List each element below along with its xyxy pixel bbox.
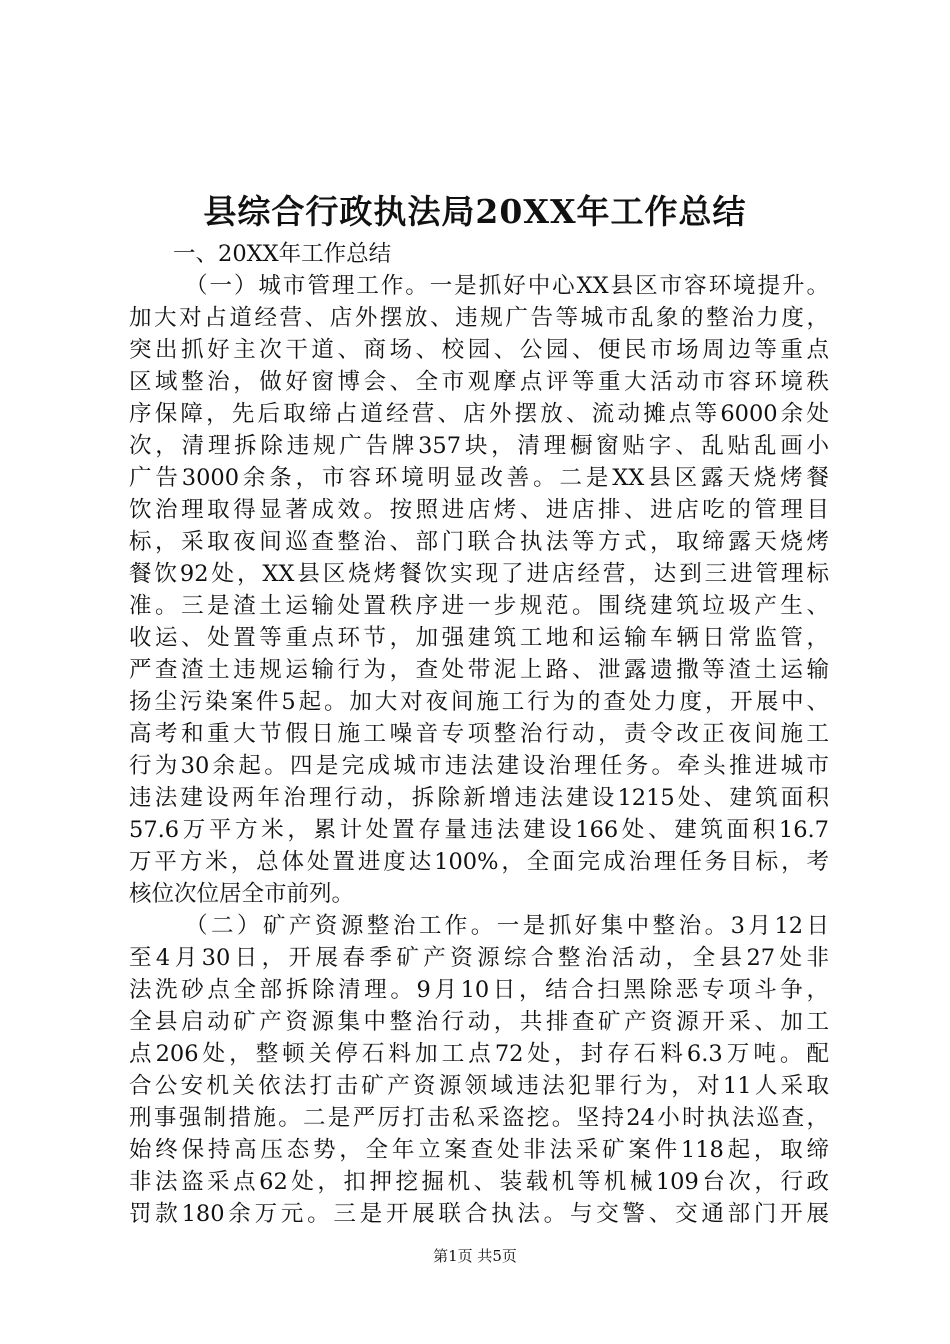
paragraph-line: （二）矿产资源整治工作。一是抓好集中整治。3月12日 xyxy=(185,913,829,939)
paragraph-line: 罚款180余万元。三是开展联合执法。与交警、交通部门开展 xyxy=(129,1201,829,1227)
paragraph-line: 标，采取夜间巡查整治、部门联合执法等方式，取缔露天烧烤 xyxy=(129,529,829,555)
paragraph-line: 法洗砂点全部拆除清理。9月10日，结合扫黑除恶专项斗争， xyxy=(129,977,829,1003)
paragraph-line: 万平方米，总体处置进度达100%，全面完成治理任务目标，考 xyxy=(129,849,829,875)
paragraph-line: 行为30余起。四是完成城市违法建设治理任务。牵头推进城市 xyxy=(129,753,829,779)
paragraph-line: 准。三是渣土运输处置秩序进一步规范。围绕建筑垃圾产生、 xyxy=(129,593,829,619)
paragraph-line: 序保障，先后取缔占道经营、店外摆放、流动摊点等6000余处 xyxy=(129,401,829,427)
paragraph-line: 扬尘污染案件5起。加大对夜间施工行为的查处力度，开展中、 xyxy=(129,689,829,715)
paragraph-line: 合公安机关依法打击矿产资源领域违法犯罪行为，对11人采取 xyxy=(129,1073,829,1099)
paragraph-line: 收运、处置等重点环节，加强建筑工地和运输车辆日常监管， xyxy=(129,625,829,651)
paragraph-line: 始终保持高压态势，全年立案查处非法采矿案件118起，取缔 xyxy=(129,1137,829,1163)
paragraph-line: 广告3000余条，市容环境明显改善。二是XX县区露天烧烤餐 xyxy=(129,465,829,491)
paragraph-line: 餐饮92处，XX县区烧烤餐饮实现了进店经营，达到三进管理标 xyxy=(129,561,829,587)
paragraph-line: 57.6万平方米，累计处置存量违法建设166处、建筑面积16.7 xyxy=(129,817,829,843)
paragraph-line: 次，清理拆除违规广告牌357块，清理橱窗贴字、乱贴乱画小 xyxy=(129,433,829,459)
paragraph-line: 区域整治，做好窗博会、全市观摩点评等重大活动市容环境秩 xyxy=(129,369,829,395)
paragraph-line: 严查渣土违规运输行为，查处带泥上路、泄露遗撒等渣土运输 xyxy=(129,657,829,683)
paragraph-line: 点206处，整顿关停石料加工点72处，封存石料6.3万吨。配 xyxy=(129,1041,829,1067)
document-body xyxy=(129,238,829,1230)
paragraph-line: 核位次位居全市前列。 xyxy=(129,881,355,907)
paragraph-line: 加大对占道经营、店外摆放、违规广告等城市乱象的整治力度， xyxy=(129,305,829,331)
paragraph-line: （一）城市管理工作。一是抓好中心XX县区市容环境提升。 xyxy=(185,273,829,299)
paragraph-line: 高考和重大节假日施工噪音专项整治行动，责令改正夜间施工 xyxy=(129,721,829,747)
document-title: 县综合行政执法局20XX年工作总结 xyxy=(203,192,747,231)
paragraph-line: 全县启动矿产资源集中整治行动，共排查矿产资源开采、加工 xyxy=(129,1009,829,1035)
page-footer: 第1页 共5页 xyxy=(433,1247,517,1265)
paragraph-line: 违法建设两年治理行动，拆除新增违法建设1215处、建筑面积 xyxy=(129,785,829,811)
paragraph-line: 刑事强制措施。二是严厉打击私采盗挖。坚持24小时执法巡查， xyxy=(129,1105,829,1131)
section-heading: 一、20XX年工作总结 xyxy=(173,241,392,267)
paragraph-line: 饮治理取得显著成效。按照进店烤、进店排、进店吃的管理目 xyxy=(129,497,829,523)
paragraph-line: 非法盗采点62处，扣押挖掘机、装载机等机械109台次，行政 xyxy=(129,1169,829,1195)
paragraph-line: 突出抓好主次干道、商场、校园、公园、便民市场周边等重点 xyxy=(129,337,829,363)
paragraph-line: 至4月30日，开展春季矿产资源综合整治活动，全县27处非 xyxy=(129,945,829,971)
